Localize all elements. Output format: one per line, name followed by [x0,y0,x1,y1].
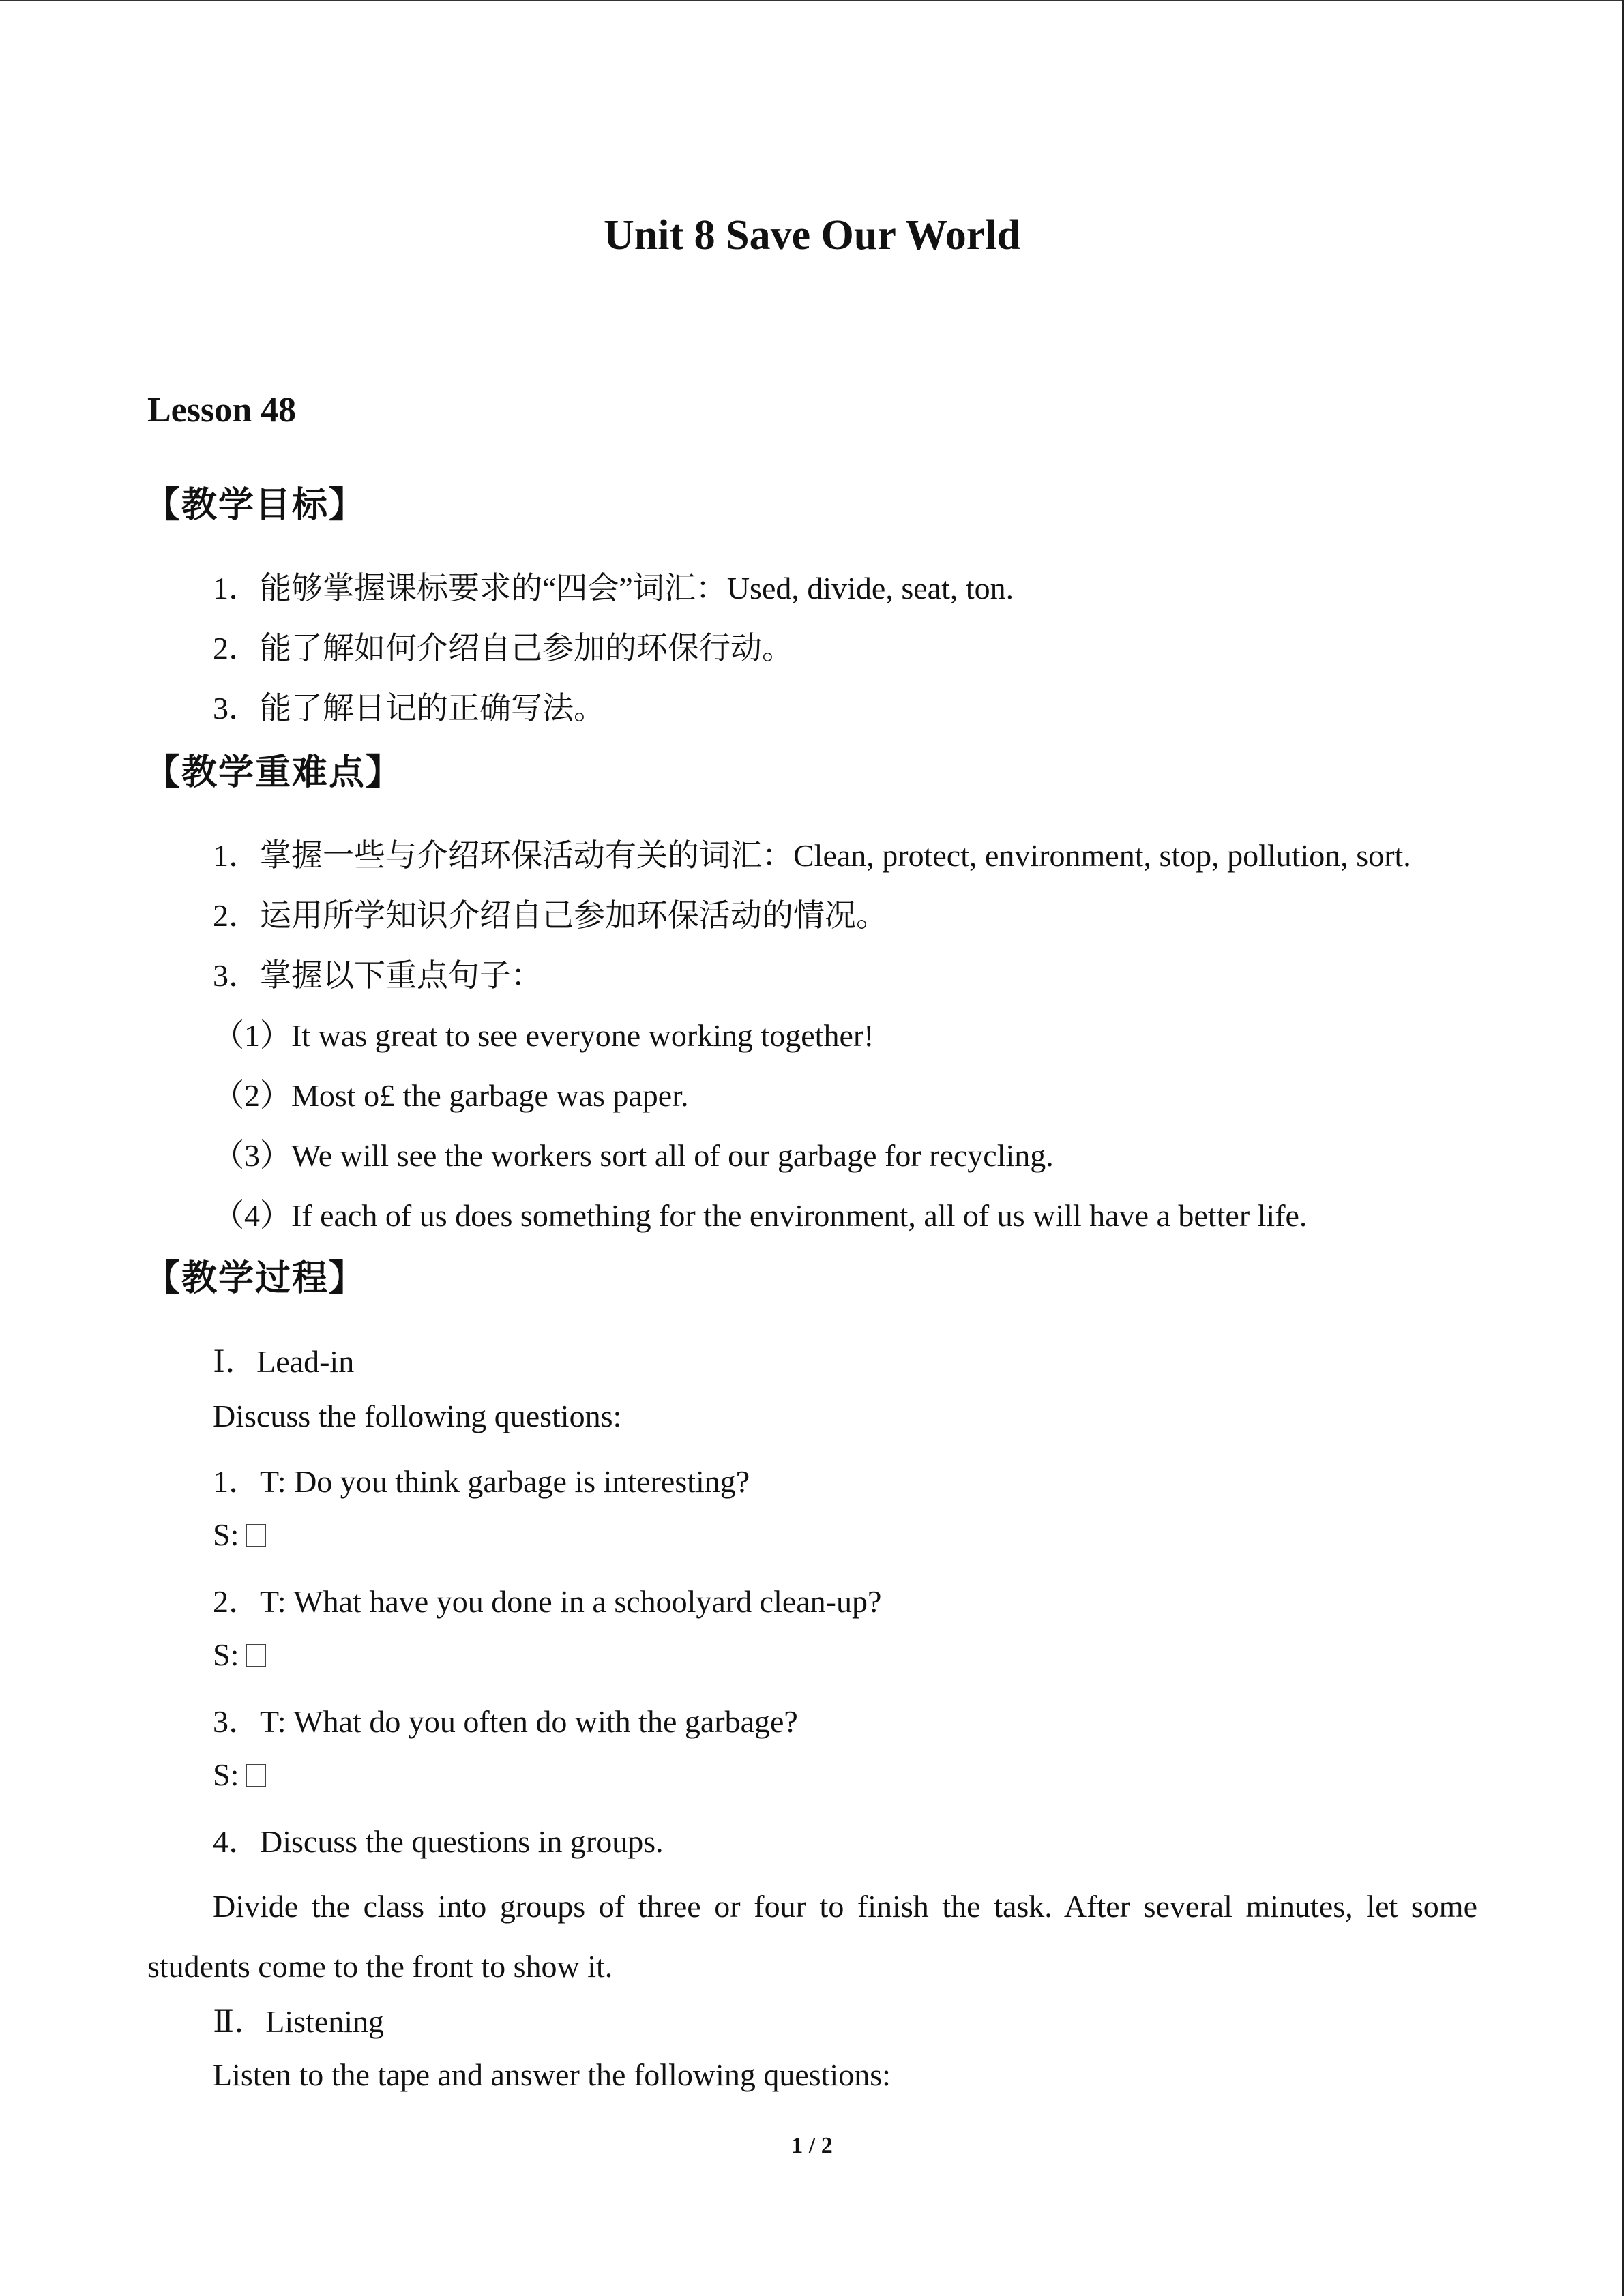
answer-label: S: [213,1757,239,1792]
key-point-item: 3．掌握以下重点句子： [213,958,542,993]
question-4: 4．Discuss the questions in groups. [213,1824,664,1859]
answer-line-3 [213,1757,266,1793]
lesson-heading: Lesson 48 [147,391,297,430]
key-points-heading: 【教学重难点】 [145,752,403,793]
lead-in-title: Ⅰ．Lead-in [213,1344,355,1379]
answer-line-2 [213,1637,266,1673]
group-task-paragraph [147,1877,1477,1997]
group-task-text: Divide the class into groups of three or four to finish the task. After several minutes, let some students come to the front to show it. [147,1889,1477,1984]
answer-box [246,1524,266,1547]
question-1: 1．T: Do you think garbage is interesting? [213,1464,750,1499]
answer-line-1 [213,1517,266,1553]
question-2: 2．T: What have you done in a schoolyard clean-up? [213,1584,882,1619]
listening-title: Ⅱ．Listening [213,2004,385,2039]
page-number: 1 / 2 [791,2133,833,2158]
key-point-item: 2．运用所学知识介绍自己参加环保活动的情况。 [213,898,887,933]
objective-item: 1．能够掌握课标要求的“四会”词汇：Used, divide, seat, ton. [213,571,1014,606]
process-heading: 【教学过程】 [145,1258,366,1299]
answer-label: S: [213,1637,239,1672]
top-border [0,0,1624,1]
key-sentence: （1）It was great to see everyone working together! [213,1018,874,1053]
key-sentence: （3）We will see the workers sort all of our garbage for recycling. [213,1138,1054,1173]
key-sentence: （2）Most o£ the garbage was paper. [213,1078,689,1113]
objectives-heading: 【教学目标】 [145,485,366,526]
page-title: Unit 8 Save Our World [604,212,1020,258]
objective-item: 2．能了解如何介绍自己参加的环保行动。 [213,631,793,666]
answer-box [246,1644,266,1667]
answer-label: S: [213,1517,239,1552]
key-point-item: 1．掌握一些与介绍环保活动有关的词汇：Clean, protect, environment, stop, pollution, sort. [213,838,1411,873]
discuss-intro: Discuss the following questions: [213,1399,622,1433]
question-3: 3．T: What do you often do with the garbage? [213,1704,798,1739]
listening-intro: Listen to the tape and answer the following questions: [213,2057,891,2092]
key-sentence: （4）If each of us does something for the environment, all of us will have a better life. [213,1198,1308,1233]
objective-item: 3．能了解日记的正确写法。 [213,691,605,726]
answer-box [246,1764,266,1787]
